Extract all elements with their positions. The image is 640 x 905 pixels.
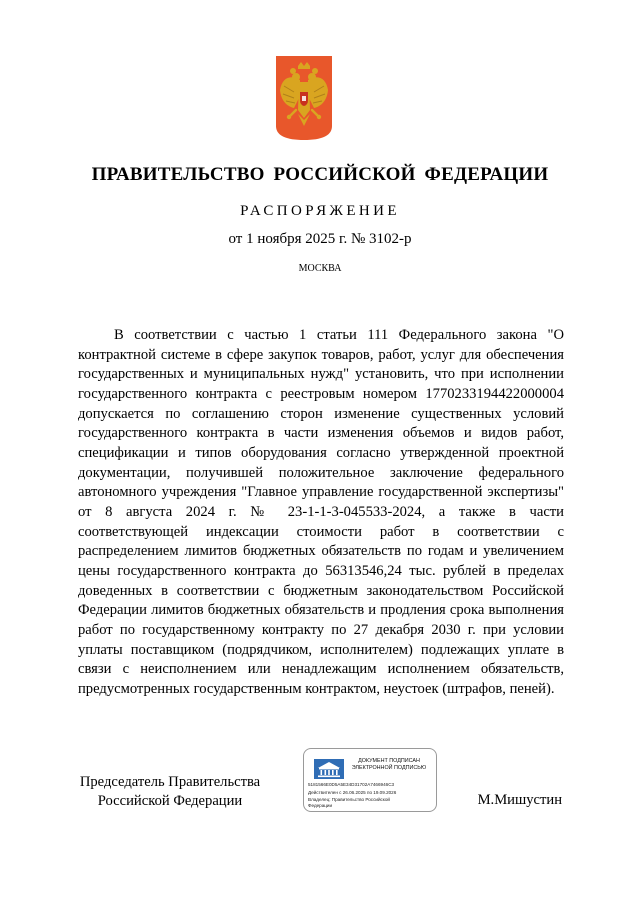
document-date-number: от 1 ноября 2025 г. № 3102-р xyxy=(228,231,412,247)
stamp-validity: Действителен с 26.06.2025 по 19.09.2026 xyxy=(308,790,397,795)
stamp-heading-line1: ДОКУМЕНТ ПОДПИСАН xyxy=(358,758,420,764)
electronic-signature-stamp xyxy=(303,748,437,812)
signer-position-line1: Председатель Правительства xyxy=(79,774,261,790)
stamp-owner-line1: Владелец: Правительство Российской xyxy=(308,797,390,802)
document-body: В соответствии с частью 1 статьи 111 Федерального закона "О контрактной системе в сфере закупок товаров, работ, услуг для обеспечения государственных и муниципальных нужд" установить, что при исполнении государственного контракта с реестровым номером 1770233194422000004 допускается по соглашению сторон изменение существенных условий государственного контракта в части изменения объемов и видов работ, спецификации и типов оборудования согласно утвержденной проектной документации, получившей положительное заключение федерального автономного учреждения "Главное управление государственной экспертизы" от 8 августа 2024 г. № 23-1-1-3-045533-2024, а также в части соответствующей индексации стоимости работ в соответствии с распределением лимитов бюджетных обязательств по годам и увеличением цены государственного контракта до 56313546,24 тыс. рублей в пределах доведенных в соответствии с бюджетным законодательством Российской Федерации лимитов бюджетных обязательств и продления срока выполнения работ по государственному контракту по 27 декабря 2030 г. при условии уплаты поставщиком (подрядчиком, исполнителем) подлежащих уплате в связи с неисполнением или ненадлежащим исполнением обязательств, предусмотренных государственным контрактом, неустоек (штрафов, пеней). xyxy=(78,327,564,697)
stamp-heading xyxy=(346,758,432,772)
document-city: МОСКВА xyxy=(298,263,342,274)
stamp-owner-line2: Федерации xyxy=(308,803,333,808)
signer-position xyxy=(70,773,270,811)
document-type: РАСПОРЯЖЕНИЕ xyxy=(240,203,400,219)
document-issuer: ПРАВИТЕЛЬСТВО РОССИЙСКОЙ ФЕДЕРАЦИИ xyxy=(91,164,549,185)
coat-of-arms-icon xyxy=(276,56,332,140)
stamp-heading-line2: ЭЛЕКТРОННОЙ ПОДПИСЬЮ xyxy=(351,765,427,771)
signer-position-line2: Российской Федерации xyxy=(97,793,243,809)
stamp-certificate: 5181566E0D5A5E34D31702A7466946C3 xyxy=(308,782,395,787)
signer-name: М.Мишустин xyxy=(477,792,562,808)
government-building-icon xyxy=(314,759,344,779)
